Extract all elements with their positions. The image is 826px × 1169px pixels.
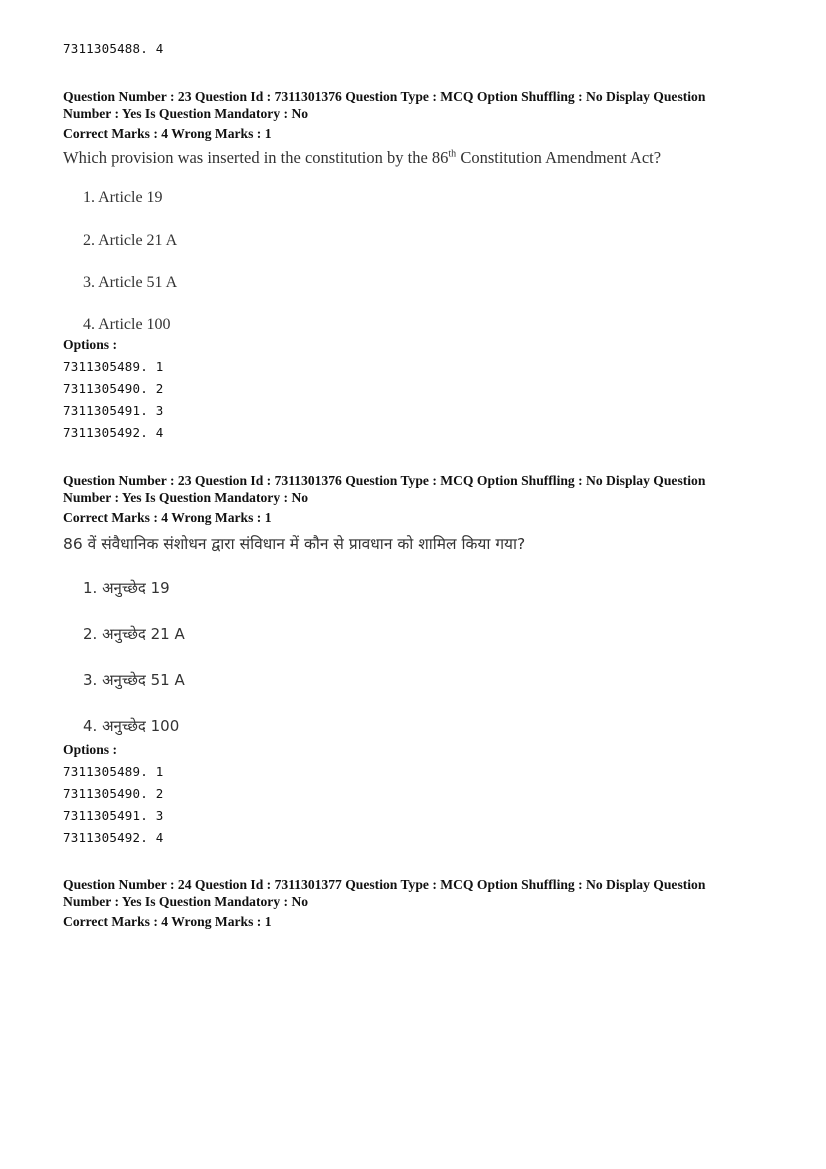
question-meta <box>63 88 773 122</box>
option-id-line: 7311305492. 4 <box>63 425 164 440</box>
marks-line: Correct Marks : 4 Wrong Marks : 1 <box>63 914 272 929</box>
question-meta-line: Number : Yes Is Question Mandatory : No <box>63 106 309 121</box>
answer-choice: 2. अनुच्छेद 21 A <box>83 625 185 643</box>
marks-line: Correct Marks : 4 Wrong Marks : 1 <box>63 510 272 525</box>
option-id-line: 7311305489. 1 <box>63 764 164 779</box>
option-id-line: 7311305491. 3 <box>63 808 164 823</box>
options-label: Options : <box>63 742 118 757</box>
question-text-superscript: th <box>448 148 457 160</box>
question-meta <box>63 472 773 506</box>
answer-choice: 1. अनुच्छेद 19 <box>83 579 170 597</box>
option-id-line: 7311305492. 4 <box>63 830 164 845</box>
question-text-part: Which provision was inserted in the constitution by the 86 <box>63 148 449 167</box>
question-text: 86 वें संवैधानिक संशोधन द्वारा संविधान में कौन से प्रावधान को शामिल किया गया? <box>63 535 526 553</box>
marks-line: Correct Marks : 4 Wrong Marks : 1 <box>63 126 272 141</box>
answer-choice: 4. अनुच्छेद 100 <box>83 717 180 735</box>
answer-choice: 4. Article 100 <box>83 316 171 333</box>
option-id-line: 7311305490. 2 <box>63 786 164 801</box>
answer-choice: 3. अनुच्छेद 51 A <box>83 671 185 689</box>
options-label: Options : <box>63 337 118 352</box>
question-meta-line: Question Number : 23 Question Id : 7311301376 Question Type : MCQ Option Shuffling : No Display Question <box>63 473 706 488</box>
question-meta <box>63 876 773 910</box>
option-id-line: 7311305491. 3 <box>63 403 164 418</box>
answer-choice: 3. Article 51 A <box>83 274 178 291</box>
question-meta-line: Question Number : 24 Question Id : 7311301377 Question Type : MCQ Option Shuffling : No Display Question <box>63 877 706 892</box>
question-meta-line: Question Number : 23 Question Id : 7311301376 Question Type : MCQ Option Shuffling : No Display Question <box>63 89 706 104</box>
question-text-part: Constitution Amendment Act? <box>456 148 662 167</box>
answer-choice: 2. Article 21 A <box>83 232 178 249</box>
question-meta-line: Number : Yes Is Question Mandatory : No <box>63 490 309 505</box>
question-text <box>63 148 661 168</box>
answer-choice: 1. Article 19 <box>83 189 163 206</box>
question-meta-line: Number : Yes Is Question Mandatory : No <box>63 894 309 909</box>
option-id-line: 7311305490. 2 <box>63 381 164 396</box>
option-id-line: 7311305489. 1 <box>63 359 164 374</box>
option-id-line: 7311305488. 4 <box>63 41 164 56</box>
